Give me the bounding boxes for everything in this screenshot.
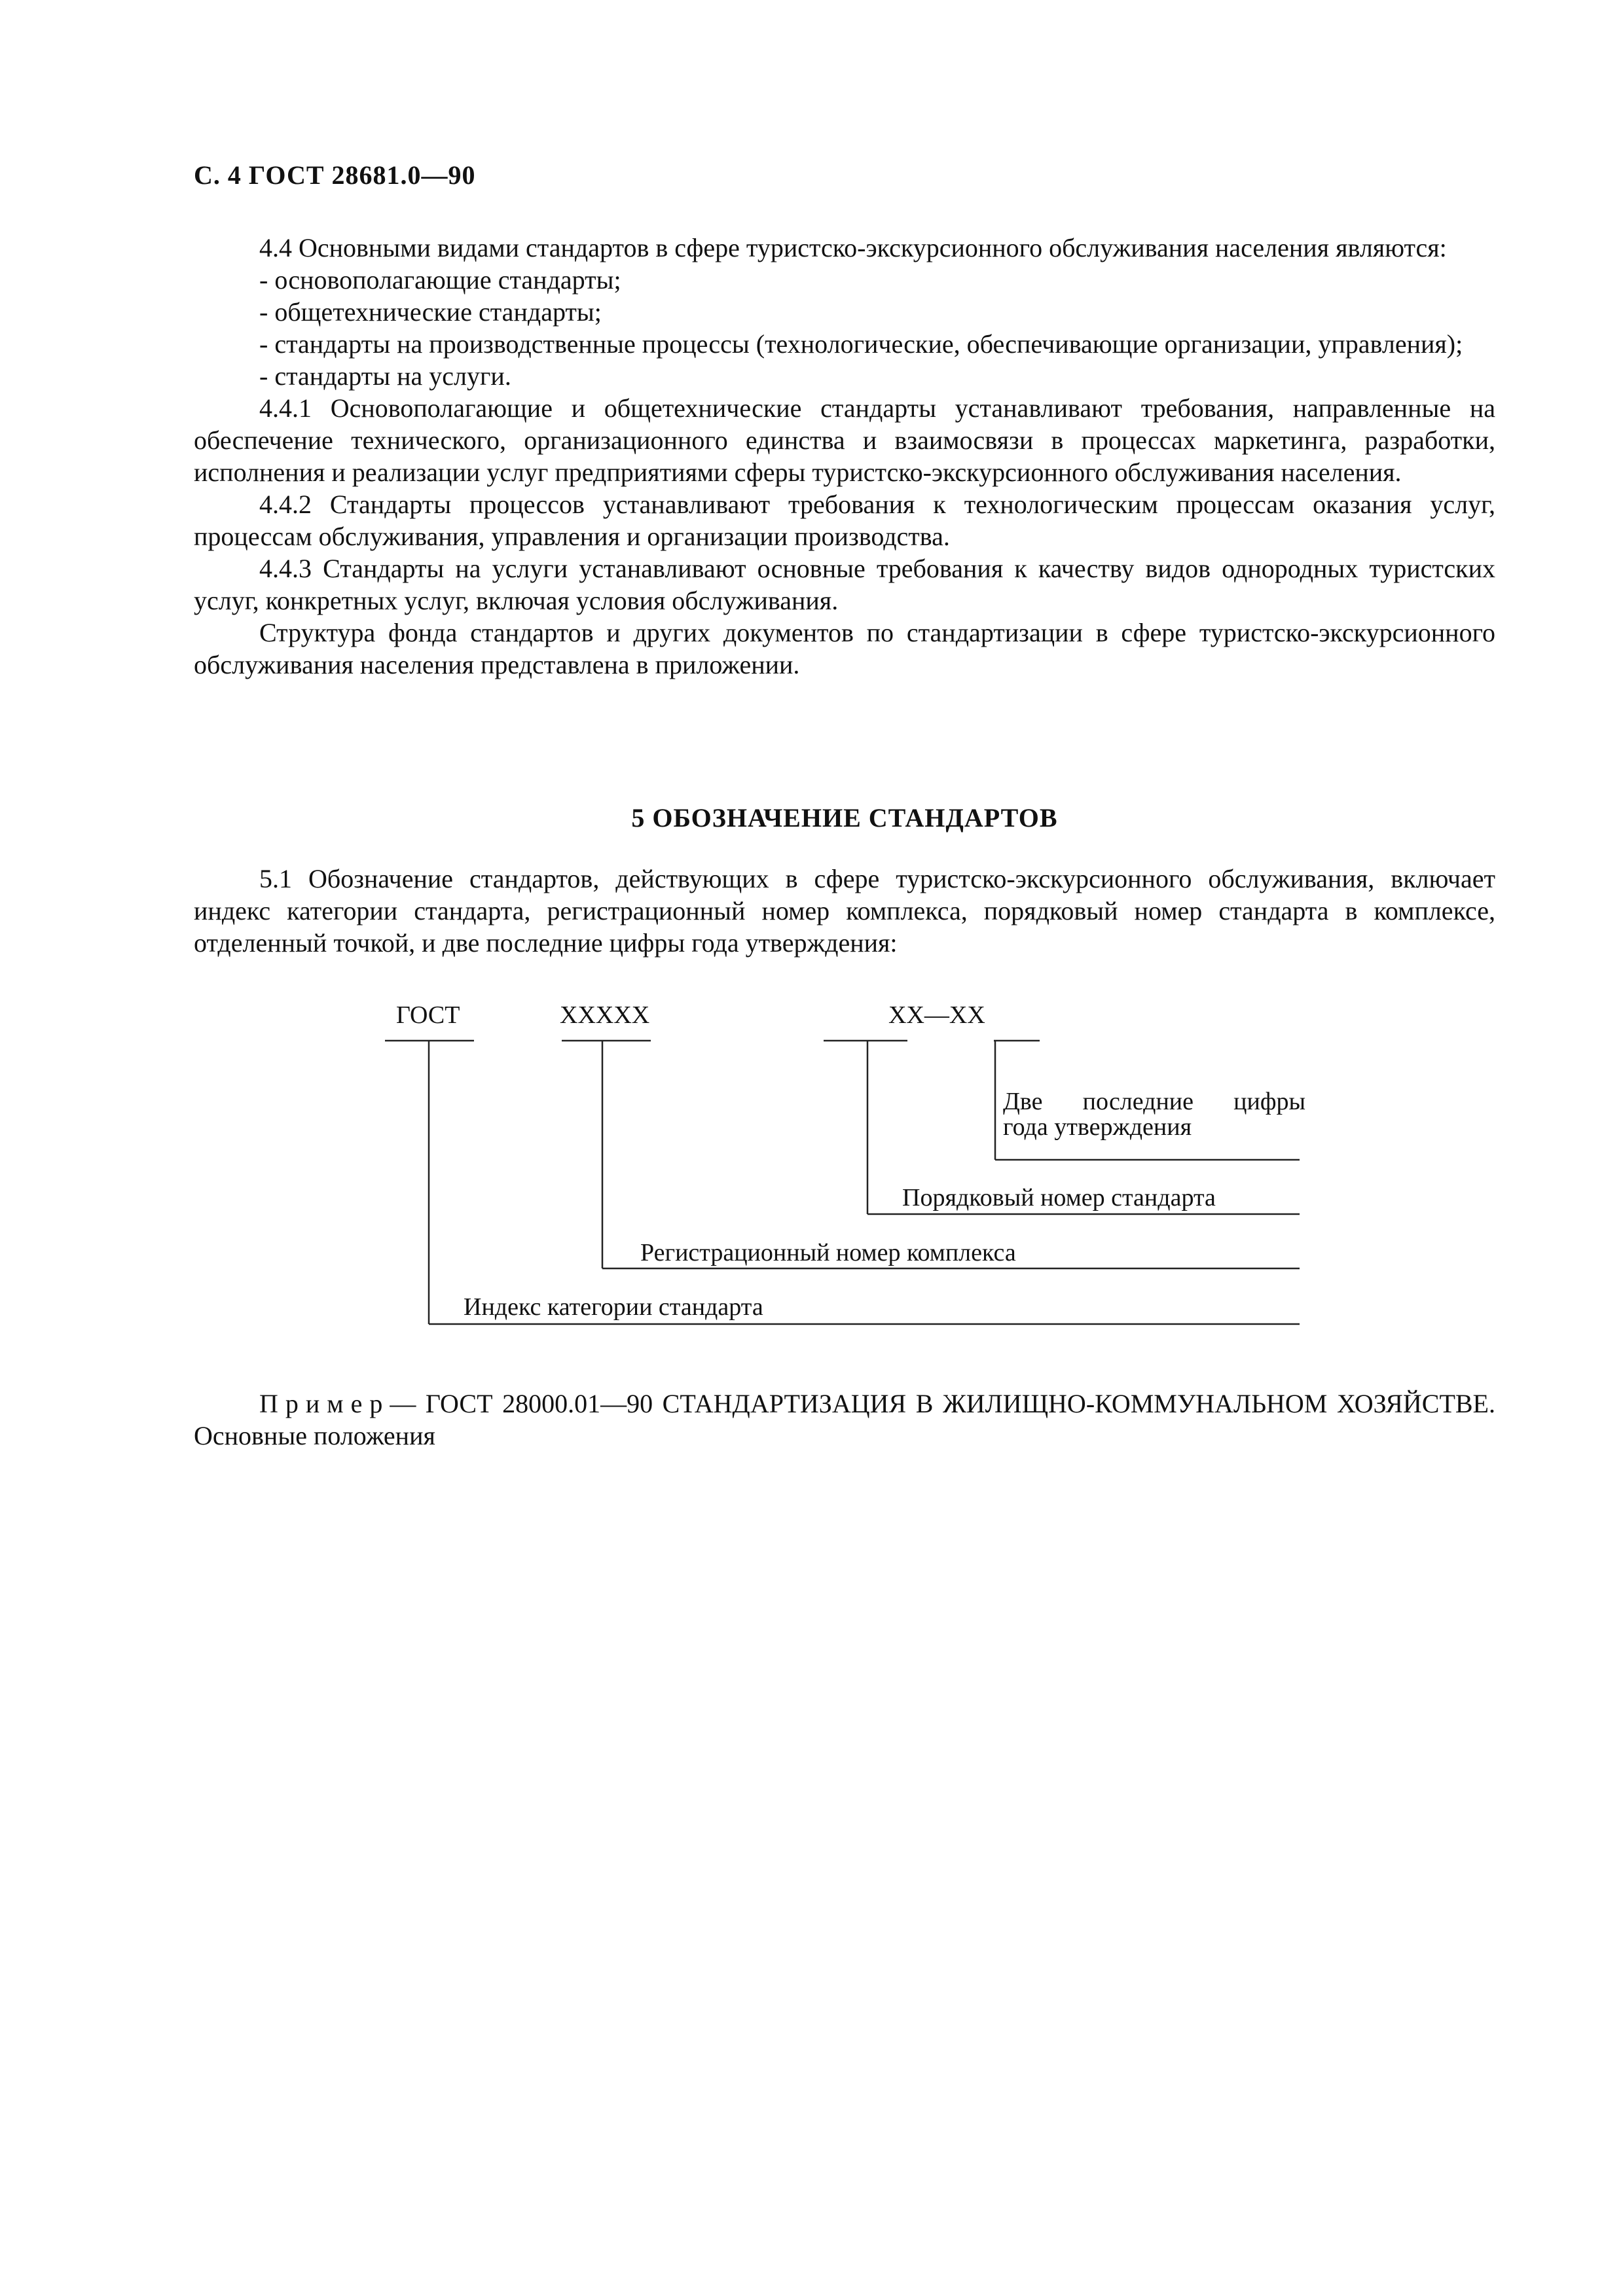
list-item: - стандарты на услуги.: [259, 361, 511, 391]
clause-4-4-2: 4.4.2 Стандарты процессов устанавливают требования к технологическим процессам оказания услуг, процессам обслуживания, управления и организации производства.: [194, 490, 1495, 551]
label-complex: Регистрационный номер комплекса: [640, 1239, 1016, 1266]
example-prefix: Пример: [259, 1389, 390, 1418]
label-number: Порядковый номер стандарта: [902, 1184, 1216, 1211]
page-header: С. 4 ГОСТ 28681.0—90: [194, 160, 476, 190]
segment-index-label: ГОСТ: [396, 1001, 460, 1029]
list-item: - стандарты на производственные процессы (технологические, обеспечивающие организации, управления);: [259, 329, 1463, 359]
segment-complex-label: ХХХХХ: [560, 1001, 650, 1029]
clause-4-4-3: 4.4.3 Стандарты на услуги устанавливают основные требования к качеству видов однородных туристских услуг, конкретных услуг, включая условия обслуживания.: [194, 554, 1495, 615]
list-item: - общетехнические стандарты;: [259, 297, 602, 327]
example-text: — ГОСТ 28000.01—90 СТАНДАРТИЗАЦИЯ В ЖИЛИЩНО-КОММУНАЛЬНОМ ХОЗЯЙСТВЕ. Основные положения: [194, 1389, 1495, 1450]
clause-5-1: 5.1 Обозначение стандартов, действующих в сфере туристско-экскурсионного обслуживания, включает индекс категории стандарта, регистрационный номер комплекса, порядковый номер стандарта в комплексе, отделенный точкой, и две последние цифры года утверждения:: [194, 864, 1495, 958]
section-5-title: 5 ОБОЗНАЧЕНИЕ СТАНДАРТОВ: [631, 803, 1058, 833]
label-year-line1: Две последние цифры: [1003, 1088, 1305, 1115]
list-item: - основополагающие стандарты;: [259, 265, 621, 295]
clause-4-4-intro: 4.4 Основными видами стандартов в сфере туристско-экскурсионного обслуживания населения являются:: [259, 233, 1447, 262]
structure-paragraph: Структура фонда стандартов и других документов по стандартизации в сфере туристско-экскурсионного обслуживания населения представлена в приложении.: [194, 618, 1495, 679]
label-year-line2: года утверждения: [1003, 1113, 1192, 1141]
segment-number-year-label: ХХ—ХХ: [888, 1001, 985, 1029]
clause-4-4-1: 4.4.1 Основополагающие и общетехнические стандарты устанавливают требования, направленные на обеспечение технического, организационного единства и взаимосвязи в процессах маркетинга, разработки, исполнения и реализации услуг предприятиями сферы туристско-экскурсионного обслуживания населения.: [194, 393, 1495, 487]
label-category: Индекс категории стандарта: [464, 1293, 763, 1321]
example-paragraph: [194, 1388, 1495, 1452]
